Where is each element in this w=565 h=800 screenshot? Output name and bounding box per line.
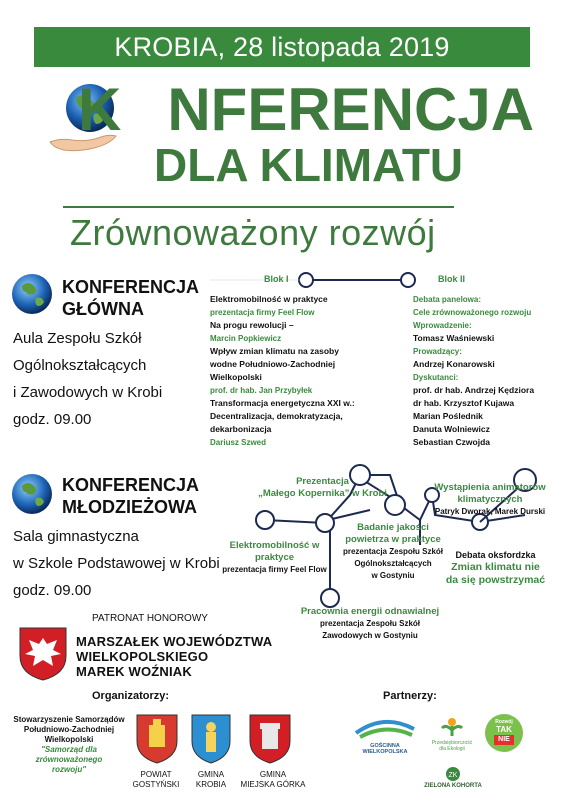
program-item: Danuta Wolniewicz: [413, 424, 490, 434]
ekologia-logo: Przedsiębiorczość dla Ekologii: [430, 716, 474, 756]
subtitle: Zrównoważony rozwój: [70, 212, 436, 253]
crest-miejska-gorka-label: GMINA MIEJSKA GÓRKA: [240, 770, 306, 789]
partners-heading: Partnerzy:: [383, 690, 437, 702]
block2-label: Blok II: [438, 274, 466, 284]
venue-line: Ogólnokształcących: [13, 357, 147, 374]
date-banner: KROBIA, 28 listopada 2019: [34, 27, 530, 67]
svg-text:ZK: ZK: [448, 772, 458, 779]
organizers-heading: Organizatorzy:: [92, 690, 170, 702]
title-line1: K NFERENCJA: [78, 76, 535, 143]
title-line2: DLA KLIMATU: [154, 139, 464, 191]
node-kopernik: Prezentacja „Małego Kopernika” w Krobi: [258, 476, 387, 499]
program-item: Wprowadzenie:: [413, 321, 472, 330]
node-air-quality: Badanie jakości powietrza w praktyce prezentacja Zespołu Szkół Ogólnokształcących w Gostyniu: [342, 522, 444, 580]
program-item: dekarbonizacja: [210, 424, 272, 434]
node-renewable-lab: Pracownia energii odnawialnej prezentacja Zespołu Szkół Zawodowych w Gostyniu: [300, 606, 440, 640]
eagle-crest-icon: [18, 626, 68, 682]
crest-krobia-label: GMINA KROBIA: [195, 770, 227, 789]
venue-line: i Zawodowych w Krobi: [13, 384, 163, 401]
program-item: Decentralizacja, demokratyzacja,: [210, 411, 343, 421]
main-conference-venue: [13, 325, 162, 433]
program-item: Na progu rewolucji –: [210, 320, 294, 330]
organizer-association: Stowarzyszenie Samorządów Południowo-Zachodniej Wielkopolski "Samorząd dla zrównoważonego rozwoju": [13, 715, 125, 774]
crest-miejska-gorka-icon: [248, 713, 292, 765]
venue-line: w Szkole Podstawowej w Krobi: [13, 555, 220, 572]
program-item: dr hab. Krzysztof Kujawa: [413, 398, 515, 408]
program-item: Marian Poślednik: [413, 411, 483, 421]
crest-gostyn-label: POWIAT GOSTYŃSKI: [132, 770, 180, 789]
earth-icon: [10, 472, 54, 516]
program-item: Wielkopolski: [210, 372, 262, 382]
program-item: wodne Południowo-Zachodniej: [210, 359, 336, 369]
program-item: prezentacja firmy Feel Flow: [210, 308, 315, 317]
rozwoj-tak-nie-logo: Rozwój TAK NIE: [484, 713, 524, 753]
crest-krobia-icon: [190, 713, 232, 765]
venue-line: Aula Zespołu Szkół: [13, 330, 142, 347]
program-item: Andrzej Konarowski: [413, 359, 495, 369]
program-item: Sebastian Czwojda: [413, 437, 490, 447]
node-animators: Wystąpienia animatorów klimatycznych Patryk Dworak, Marek Durski: [434, 482, 546, 516]
program-item: prof. dr hab. Andrzej Kędziora: [413, 385, 535, 395]
youth-conference-venue: [13, 523, 220, 604]
program-item: Prowadzący:: [413, 347, 462, 356]
program-item: Tomasz Waśniewski: [413, 333, 495, 343]
program-item: Dariusz Szwed: [210, 438, 267, 447]
node-debate: Debata oksfordzka Zmian klimatu nie da się powstrzymać: [445, 550, 546, 586]
goscinna-wielkopolska-logo: GOŚCINNA WIELKOPOLSKA: [352, 713, 418, 753]
program-item: prof. dr hab. Jan Przybyłek: [210, 386, 313, 395]
program-item: Transformacja energetyczna XXI w.:: [210, 398, 355, 408]
patron-name: MARSZAŁEK WOJEWÓDZTWA WIELKOPOLSKIEGO MAREK WOŹNIAK: [76, 634, 273, 679]
program-item: Marcin Popkiewicz: [210, 334, 282, 343]
program-item: Cele zrównoważonego rozwoju: [413, 308, 532, 317]
patronage-label: PATRONAT HONOROWY: [92, 613, 208, 624]
block1-list: [210, 293, 410, 449]
block1-label: Blok I: [264, 274, 289, 284]
program-item: Wpływ zmian klimatu na zasoby: [210, 346, 339, 356]
venue-line: Sala gimnastyczna: [13, 528, 139, 545]
earth-icon: [10, 272, 54, 316]
youth-conference-heading: KONFERENCJA MŁODZIEŻOWA: [62, 475, 200, 517]
venue-line: godz. 09.00: [13, 582, 92, 599]
crest-gostyn-icon: [135, 713, 179, 765]
program-item: Dyskutanci:: [413, 373, 459, 382]
program-item: Elektromobilność w praktyce: [210, 294, 328, 304]
venue-line: godz. 09.00: [13, 411, 92, 428]
main-conference-heading: KONFERENCJA GŁÓWNA: [62, 277, 200, 319]
zielona-kohorta-logo: ZK ZIELONA KOHORTA: [418, 766, 488, 794]
block2-list: [413, 293, 563, 449]
program-item: Debata panelowa:: [413, 295, 482, 304]
node-emobility: Elektromobilność w praktyce prezentacja firmy Feel Flow: [222, 540, 327, 574]
